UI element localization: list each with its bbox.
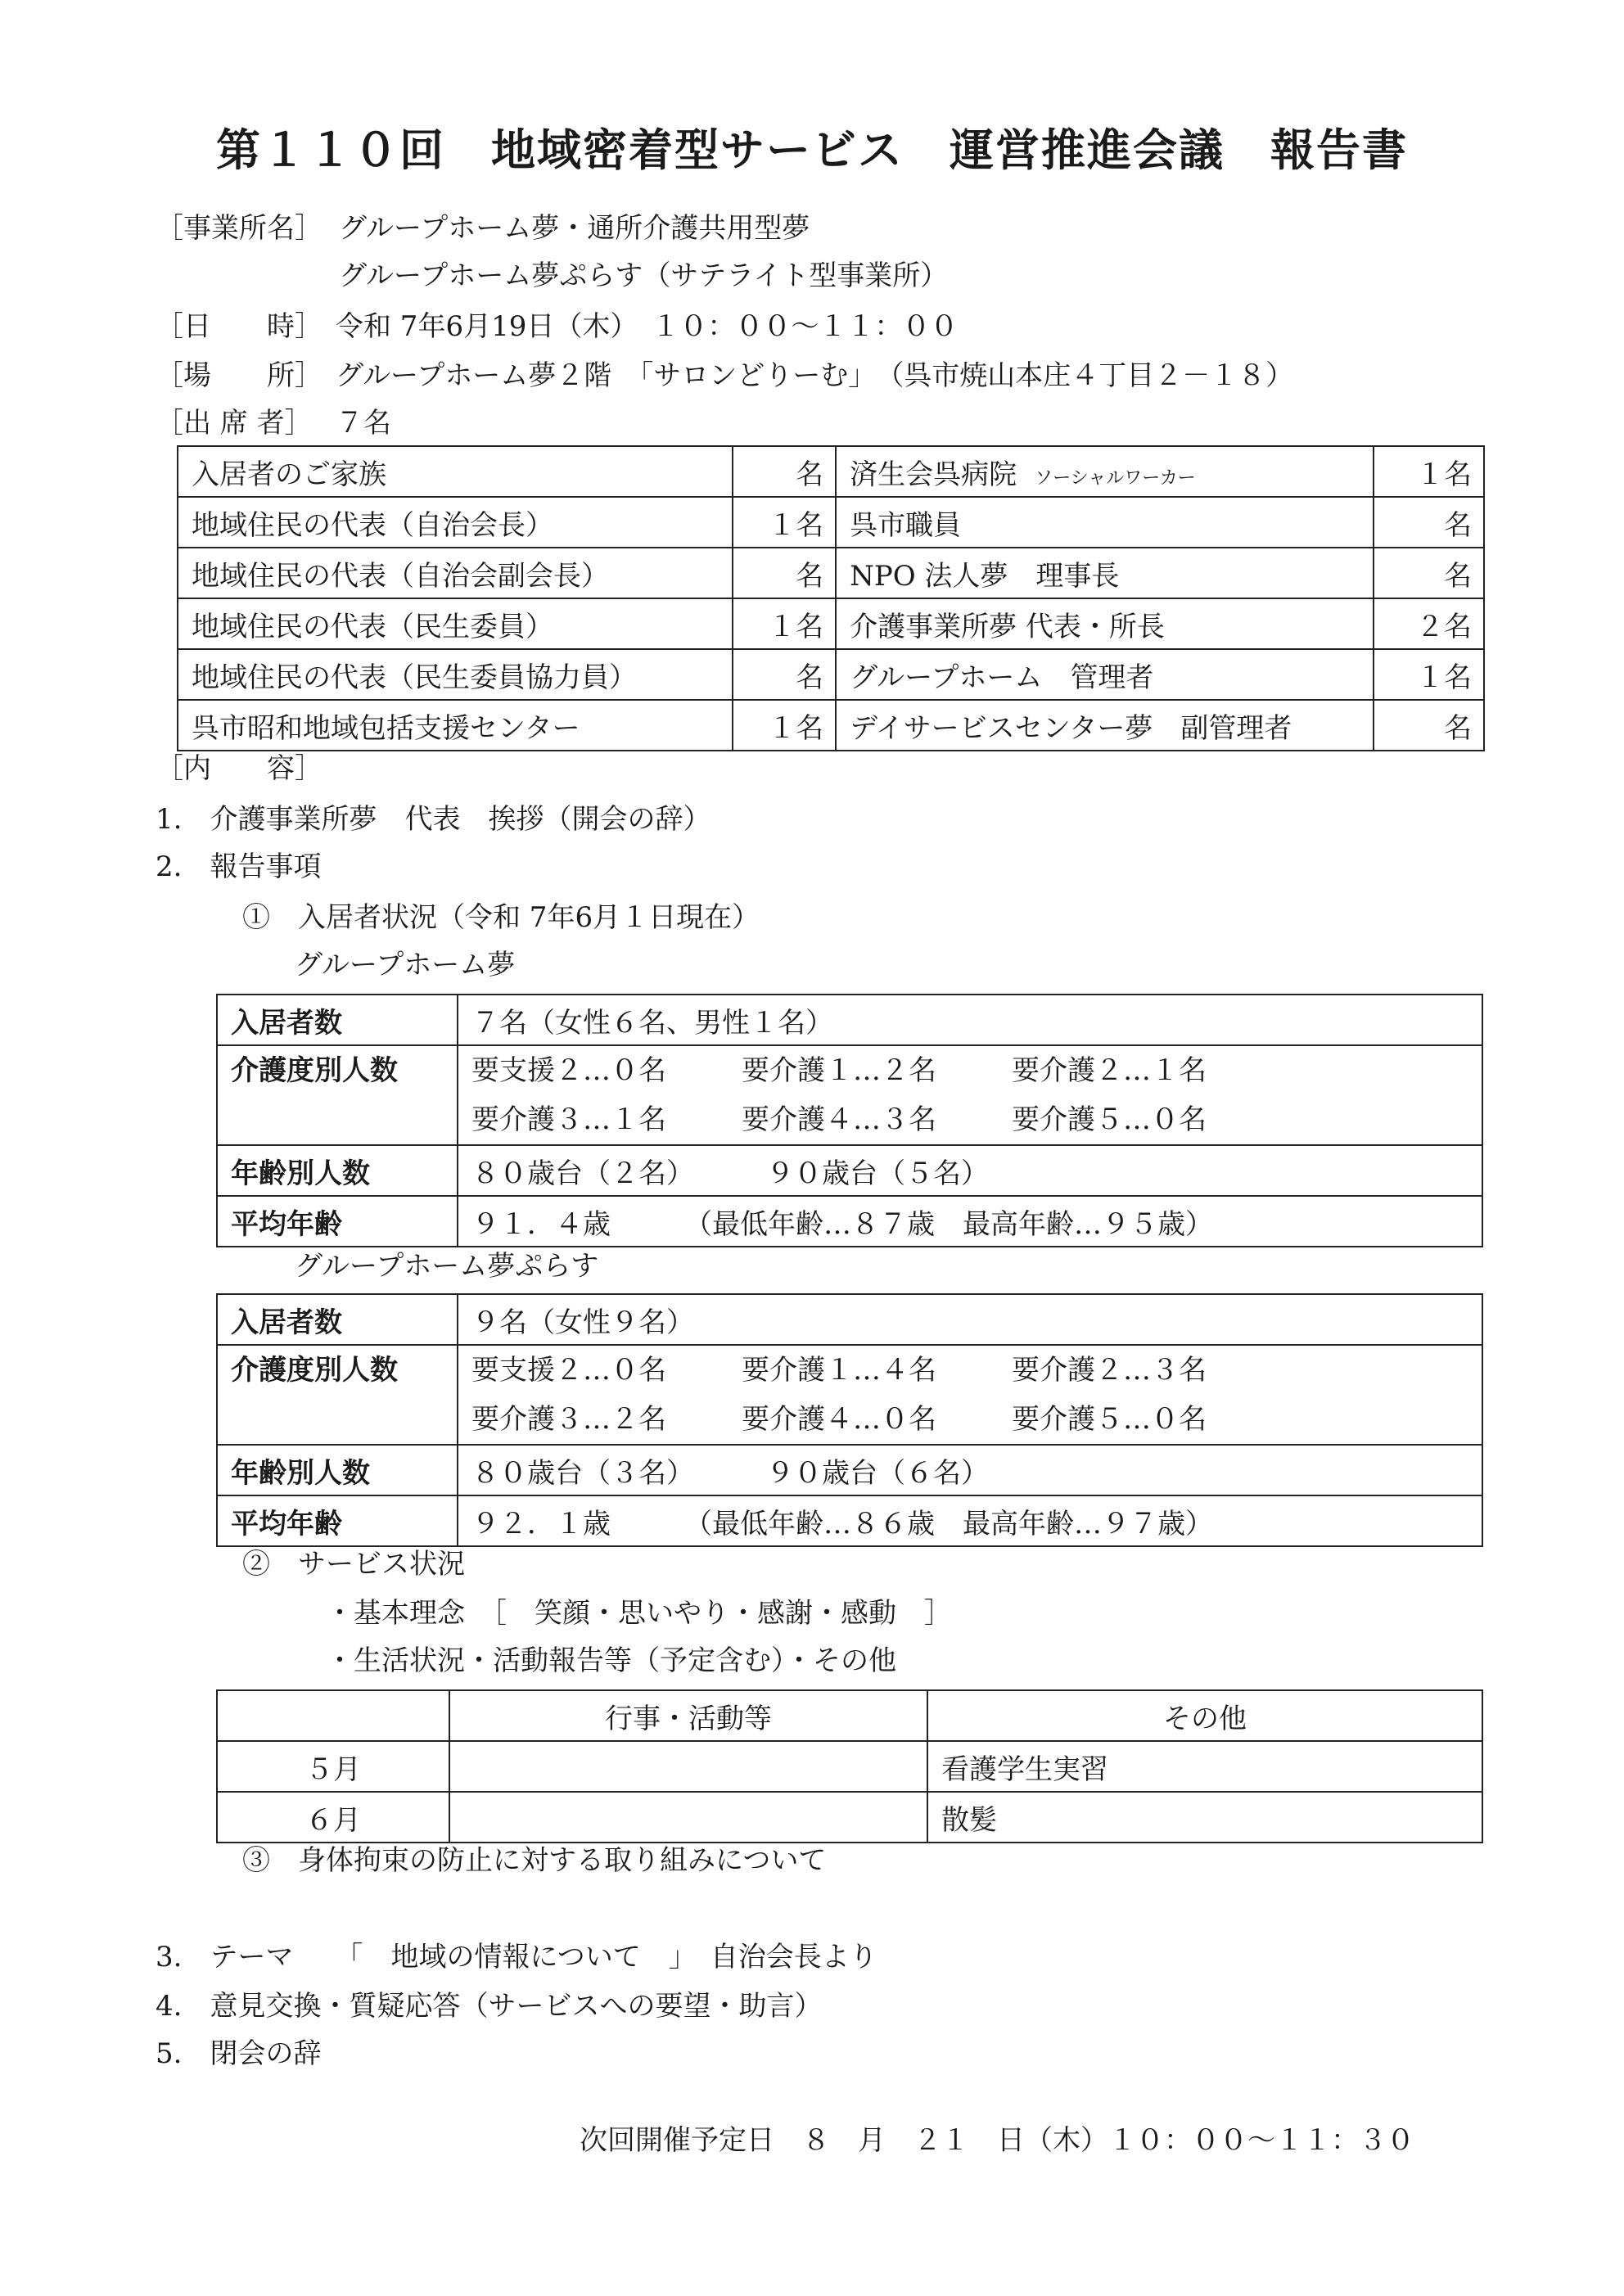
care-item: 要介護１…４名 [742, 1354, 936, 1387]
agenda-item-2: 2. 報告事項 [156, 850, 322, 883]
attendee-right-name-text: デイサービスセンター夢 副管理者 [850, 711, 1292, 745]
activities-header-events: 行事・活動等 [449, 1690, 927, 1741]
care-item: 要介護２…１名 [1012, 1054, 1207, 1087]
activity-other: 看護学生実習 [927, 1741, 1482, 1792]
home1-name: グループホーム夢 [295, 949, 516, 981]
activity-month: ６月 [217, 1792, 449, 1843]
care-item: 要介護２…３名 [1012, 1354, 1207, 1387]
age-min-max: （最低年齢…８６歳 最高年齢…９７歳） [684, 1507, 1213, 1540]
attendees-count: ７名 [336, 407, 391, 440]
care-item: 要介護４…３名 [742, 1103, 936, 1136]
activity-row [217, 1741, 1482, 1792]
subitem-restraint: ③ 身体拘束の防止に対する取り組みについて [242, 1844, 827, 1877]
avg-age-key: 平均年齢 [217, 1495, 458, 1546]
attendee-left-name [178, 548, 733, 598]
attendee-left-name-text: 地域住民の代表（民生委員協力員） [192, 661, 637, 694]
attendee-left-name [178, 598, 733, 649]
avg-age-key: 平均年齢 [217, 1196, 458, 1247]
attendee-row [178, 446, 1484, 497]
avg-age: ９１．４歳 [471, 1207, 611, 1241]
activities-header-other: その他 [927, 1690, 1482, 1741]
attendee-right-name [836, 446, 1374, 497]
philosophy: ・基本理念 ［ 笑顔・思いやり・感謝・感動 ］ [326, 1597, 952, 1630]
residents-value: ７名（女性６名、男性１名） [458, 995, 1482, 1045]
attendee-right-count [1374, 446, 1484, 497]
age-value [458, 1445, 1482, 1495]
agenda-item-1: 1. 介護事業所夢 代表 挨拶（開会の辞） [156, 803, 711, 836]
care-item: 要介護１…２名 [742, 1054, 936, 1087]
care-level-value [458, 1345, 1482, 1445]
attendee-left-count-text: １名 [768, 508, 824, 542]
attendee-row [178, 497, 1484, 548]
care-level-key: 介護度別人数 [217, 1045, 458, 1145]
attendee-right-count [1374, 700, 1484, 751]
residents-key: 入居者数 [217, 995, 458, 1045]
home2-name: グループホーム夢ぷらす [295, 1250, 599, 1283]
attendee-row [178, 598, 1484, 649]
attendee-right-count [1374, 548, 1484, 598]
subitem-services: ② サービス状況 [242, 1548, 465, 1581]
attendee-left-count [733, 548, 837, 598]
attendee-right-name [836, 700, 1374, 751]
attendee-left-count [733, 446, 837, 497]
care-level-key: 介護度別人数 [217, 1345, 458, 1445]
residents-key: 入居者数 [217, 1294, 458, 1345]
attendee-left-count [733, 598, 837, 649]
attendee-right-name-text: NPO 法人夢 理事長 [850, 559, 1120, 593]
age-90s: ９０歳台（６名） [766, 1456, 989, 1490]
life-status: ・生活状況・活動報告等（予定含む）・その他 [326, 1644, 896, 1677]
care-item: 要介護５…０名 [1012, 1403, 1207, 1436]
attendee-right-name [836, 548, 1374, 598]
care-level-value [458, 1045, 1482, 1145]
attendee-right-name-text: 介護事業所夢 代表・所長 [850, 610, 1165, 643]
agenda-item-3: 3. テーマ 「 地域の情報について 」 自治会長より [156, 1941, 877, 1973]
attendee-right-name [836, 649, 1374, 700]
residents-value: ９名（女性９名） [458, 1294, 1482, 1345]
attendee-right-count-text: 名 [1444, 508, 1472, 542]
place-label: ［場 所］ [156, 359, 323, 392]
attendee-right-count-text: ２名 [1416, 610, 1472, 643]
attendee-left-name-text: 地域住民の代表（自治会長） [192, 508, 553, 542]
attendee-role-note: ソーシャルワーカー [1035, 467, 1196, 489]
attendee-row [178, 548, 1484, 598]
attendee-right-count-text: １名 [1416, 661, 1472, 694]
activities-table [216, 1689, 1483, 1843]
attendee-left-name-text: 地域住民の代表（民生委員） [192, 610, 553, 643]
attendee-left-count-text: 名 [796, 661, 824, 694]
age-key: 年齢別人数 [217, 1445, 458, 1495]
care-item: 要支援２…０名 [471, 1054, 666, 1087]
office-label: ［事業所名］ [156, 212, 323, 245]
activities-header-month [217, 1690, 449, 1741]
attendee-row [178, 700, 1484, 751]
attendee-left-name-text: 呉市昭和地域包括支援センター [192, 711, 580, 745]
attendee-left-count-text: 名 [796, 559, 824, 593]
attendee-left-count [733, 649, 837, 700]
attendee-left-count-text: 名 [796, 458, 824, 491]
agenda-item-5: 5. 閉会の辞 [156, 2037, 322, 2070]
attendee-right-count [1374, 598, 1484, 649]
attendee-right-name-text: グループホーム 管理者 [850, 661, 1154, 694]
care-item: 要介護３…１名 [471, 1103, 666, 1136]
avg-age-value [458, 1196, 1482, 1247]
home1-residents-table [216, 994, 1483, 1247]
age-key: 年齢別人数 [217, 1145, 458, 1196]
attendee-left-count [733, 497, 837, 548]
attendee-right-name-text: 呉市職員 [850, 508, 962, 542]
attendee-right-count [1374, 497, 1484, 548]
attendee-left-name [178, 446, 733, 497]
attendee-left-count-text: １名 [768, 610, 824, 643]
care-item: 要支援２…０名 [471, 1354, 666, 1387]
activity-events [449, 1741, 927, 1792]
attendee-left-name [178, 700, 733, 751]
office-name-1: グループホーム夢・通所介護共用型夢 [339, 212, 810, 245]
age-80s: ８０歳台（２名） [471, 1157, 694, 1190]
home2-residents-table [216, 1293, 1483, 1547]
date-value: 令和 7年6月19日（木） １０：００～１１：００ [336, 310, 959, 343]
attendee-left-name [178, 497, 733, 548]
activity-row [217, 1792, 1482, 1843]
attendee-left-name-text: 入居者のご家族 [192, 458, 386, 491]
age-90s: ９０歳台（５名） [766, 1157, 989, 1190]
agenda-item-4: 4. 意見交換・質疑応答（サービスへの要望・助言） [156, 1990, 823, 2023]
care-item: 要介護５…０名 [1012, 1103, 1207, 1136]
attendee-right-count-text: 名 [1444, 711, 1472, 745]
activity-events [449, 1792, 927, 1843]
avg-age: ９２．１歳 [471, 1507, 611, 1540]
attendees-table [177, 445, 1485, 751]
attendee-left-count [733, 700, 837, 751]
attendee-right-count [1374, 649, 1484, 700]
attendees-label: ［出 席 者］ [156, 407, 313, 440]
avg-age-value [458, 1495, 1482, 1546]
attendee-right-count-text: 名 [1444, 559, 1472, 593]
activity-other: 散髪 [927, 1792, 1482, 1843]
office-name-2: グループホーム夢ぷらす（サテライト型事業所） [339, 259, 949, 292]
attendee-row [178, 649, 1484, 700]
date-label: ［日 時］ [156, 310, 323, 343]
next-meeting: 次回開催予定日 ８ 月 ２１ 日（木）１０：００～１１：３０ [580, 2124, 1414, 2157]
attendee-left-name-text: 地域住民の代表（自治会副会長） [192, 559, 609, 593]
attendee-right-name [836, 598, 1374, 649]
activity-month: ５月 [217, 1741, 449, 1792]
page-title: 第１１０回 地域密着型サービス 運営推進会議 報告書 [216, 124, 1408, 176]
care-item: 要介護４…０名 [742, 1403, 936, 1436]
attendee-left-count-text: １名 [768, 711, 824, 745]
attendee-right-name-text: 済生会呉病院 [850, 458, 1017, 491]
attendee-left-name [178, 649, 733, 700]
attendee-right-count-text: １名 [1416, 458, 1472, 491]
content-label: ［内 容］ [156, 752, 323, 785]
age-80s: ８０歳台（３名） [471, 1456, 694, 1490]
age-value [458, 1145, 1482, 1196]
subitem-residents: ① 入居者状況（令和 7年6月１日現在） [242, 901, 760, 934]
attendee-right-name [836, 497, 1374, 548]
care-item: 要介護３…２名 [471, 1403, 666, 1436]
age-min-max: （最低年齢…８７歳 最高年齢…９５歳） [684, 1207, 1213, 1241]
place-value: グループホーム夢２階 「サロンどりーむ」 （呉市焼山本庄４丁目２－１８） [336, 359, 1294, 392]
